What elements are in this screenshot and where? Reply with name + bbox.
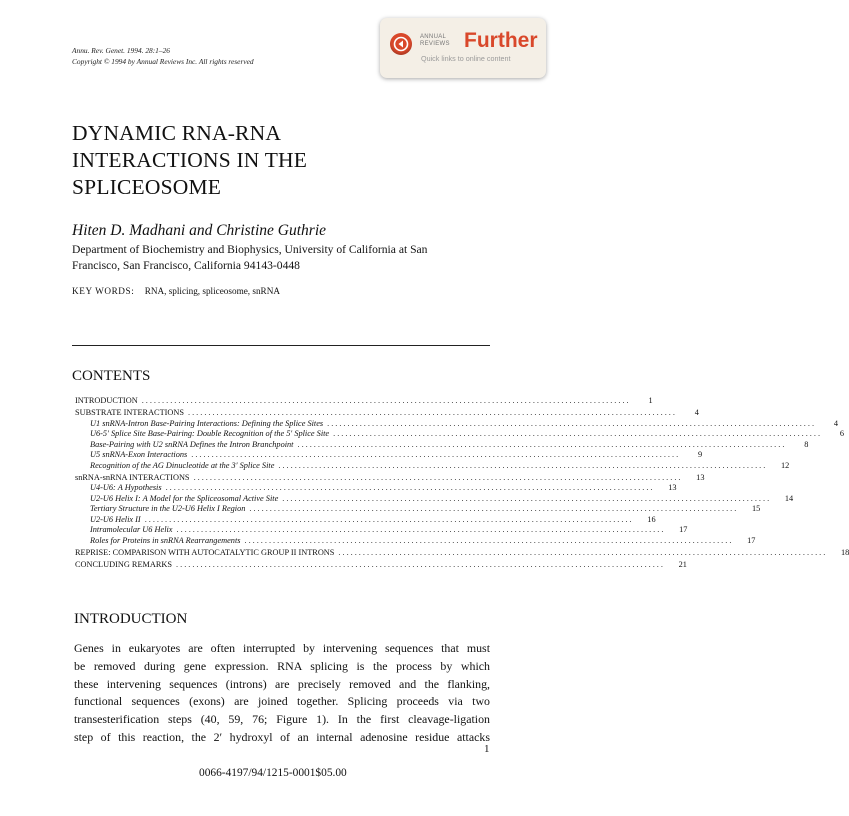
toc-entry-page: 18 (841, 547, 849, 557)
toc-entry[interactable] (75, 450, 703, 461)
toc-entry-page: 4 (833, 418, 839, 428)
toc-entry-page: 4 (694, 408, 699, 417)
article-title (72, 120, 307, 201)
toc-entry-page: 15 (752, 504, 761, 513)
toc-entry[interactable] (75, 460, 790, 472)
toc-entry-label: snRNA-snRNA INTERACTIONS (75, 472, 190, 482)
toc-leader-dots: ........................................................................................................................ (141, 396, 631, 405)
toc-entry-label: U1 snRNA-Intron Base-Pairing Interactions: Defining the Splice Sites (90, 418, 324, 428)
toc-entry-label: Roles for Proteins in snRNA Rearrangements (90, 535, 241, 545)
affiliation-line: Francisco, San Francisco, California 94143-0448 (72, 258, 300, 272)
toc-entry-page: 13 (668, 483, 677, 492)
toc-entry[interactable] (75, 514, 656, 526)
toc-entry-page: 13 (696, 472, 705, 482)
toc-entry-page: 8 (804, 439, 809, 449)
body-line: transesterification steps (40, 59, 76; Figure 1). In the first cleavage-ligation (74, 712, 490, 727)
toc-entry-page: 17 (747, 535, 756, 545)
toc-entry-label: SUBSTRATE INTERACTIONS (75, 408, 185, 417)
toc-entry-label: U2-U6 Helix I: A Model for the Spliceosomal Active Site (90, 493, 279, 503)
article-code: 0066-4197/94/1215-0001$05.00 (199, 767, 347, 779)
toc-entry[interactable] (75, 547, 849, 559)
toc-entry-label: Tertiary Structure in the U2-U6 Helix I Region (90, 504, 246, 513)
badge-publisher (420, 34, 450, 48)
introduction-body (74, 640, 490, 747)
toc-leader-dots: ........................................................................................................................ (176, 525, 666, 534)
toc-entry[interactable] (75, 559, 687, 571)
divider (72, 345, 490, 346)
toc-entry-label: Recognition of the AG Dinucleotide at the 3′ Splice Site (90, 460, 275, 470)
toc-entry[interactable] (75, 525, 688, 536)
back-arrow-icon (390, 33, 412, 55)
badge-further-word: Further (464, 29, 538, 52)
toc-entry[interactable] (75, 418, 839, 430)
toc-entry-page: 21 (678, 559, 687, 569)
affiliation (72, 242, 427, 273)
toc-entry-label: REPRISE: COMPARISON WITH AUTOCATALYTIC GROUP II INTRONS (75, 547, 335, 557)
title-line: SPLICEOSOME (72, 175, 222, 199)
toc-leader-dots: ........................................................................................................................ (249, 504, 739, 513)
toc-entry-page: 17 (679, 525, 688, 534)
toc-entry[interactable] (75, 429, 845, 440)
toc-leader-dots: ........................................................................................................................ (333, 429, 823, 438)
body-line: functional sequences (exons) are joined together. Splicing proceeds via two (74, 694, 490, 709)
toc-entry[interactable] (75, 504, 761, 515)
toc-leader-dots: ........................................................................................................................ (144, 514, 634, 524)
toc-entry[interactable] (75, 396, 653, 407)
toc-entry-label: U6-5′ Splice Site Base-Pairing: Double Recognition of the 5′ Splice Site (90, 429, 330, 438)
toc-entry-page: 12 (781, 460, 790, 470)
badge-tagline: Quick links to online content (421, 54, 511, 63)
keywords-label: KEY WORDS: (72, 286, 135, 296)
toc-leader-dots: ........................................................................................................................ (282, 493, 772, 503)
toc-entry-page: 16 (647, 514, 656, 524)
introduction-heading: INTRODUCTION (74, 611, 188, 627)
toc-entry[interactable] (75, 483, 677, 494)
badge-publisher-line2: REVIEWS (420, 41, 450, 47)
citation-line: Annu. Rev. Genet. 1994. 28:1–26 (72, 46, 170, 55)
page-number: 1 (484, 743, 490, 755)
body-line: Genes in eukaryotes are often interrupted by intervening sequences that must (74, 641, 490, 655)
title-line: INTERACTIONS IN THE (72, 148, 308, 172)
toc-entry[interactable] (75, 493, 794, 505)
keywords (72, 286, 280, 296)
title-line: DYNAMIC RNA-RNA (72, 121, 282, 145)
table-of-contents (75, 396, 849, 570)
affiliation-line: Department of Biochemistry and Biophysics, University of California at San (72, 243, 428, 256)
toc-leader-dots: ........................................................................................................................ (176, 559, 665, 569)
toc-entry-page: 14 (784, 493, 794, 503)
contents-heading: CONTENTS (72, 368, 151, 384)
toc-entry[interactable] (75, 439, 809, 451)
toc-entry-label: U2-U6 Helix II (90, 514, 141, 524)
toc-leader-dots: ........................................................................................................................ (188, 408, 677, 417)
toc-entry-label: U4-U6: A Hypothesis (90, 483, 162, 492)
toc-leader-dots: ........................................................................................................................ (191, 450, 681, 459)
toc-entry-label: INTRODUCTION (75, 396, 138, 405)
toc-entry[interactable] (75, 408, 699, 419)
toc-entry-page: 6 (839, 429, 845, 438)
toc-leader-dots: ........................................................................................................................ (278, 460, 768, 470)
body-line: these intervening sequences (introns) are precisely removed and the flanking, (74, 676, 490, 691)
further-badge[interactable] (380, 18, 546, 78)
toc-leader-dots: ........................................................................................................................ (165, 483, 655, 492)
toc-leader-dots: ........................................................................................................................ (244, 535, 734, 545)
body-line: be removed during gene expression. RNA splicing is the process by which (74, 658, 490, 673)
badge-publisher-line1: ANNUAL (420, 34, 447, 40)
toc-entry-label: U5 snRNA-Exon Interactions (90, 450, 188, 459)
toc-leader-dots: ........................................................................................................................ (327, 418, 817, 428)
toc-entry-label: CONCLUDING REMARKS (75, 559, 173, 569)
toc-entry[interactable] (75, 472, 705, 484)
toc-leader-dots: ........................................................................................................................ (297, 439, 787, 449)
authors: Hiten D. Madhani and Christine Guthrie (72, 222, 327, 239)
toc-entry-page: 1 (648, 396, 653, 405)
toc-entry-label: Intramolecular U6 Helix (90, 525, 173, 534)
toc-entry-label: Base-Pairing with U2 snRNA Defines the Intron Branchpoint (90, 439, 294, 449)
toc-entry-page: 9 (698, 450, 703, 459)
toc-leader-dots: ........................................................................................................................ (338, 547, 828, 557)
body-line: step of this reaction, the 2′ hydroxyl of an internal adenosine residue attacks (74, 729, 490, 744)
toc-leader-dots: ........................................................................................................................ (193, 472, 683, 482)
keywords-list: RNA, splicing, spliceosome, snRNA (144, 286, 280, 296)
toc-entry[interactable] (75, 535, 756, 547)
journal-citation (72, 45, 254, 67)
copyright-line: Copyright © 1994 by Annual Reviews Inc. All rights reserved (72, 57, 254, 66)
